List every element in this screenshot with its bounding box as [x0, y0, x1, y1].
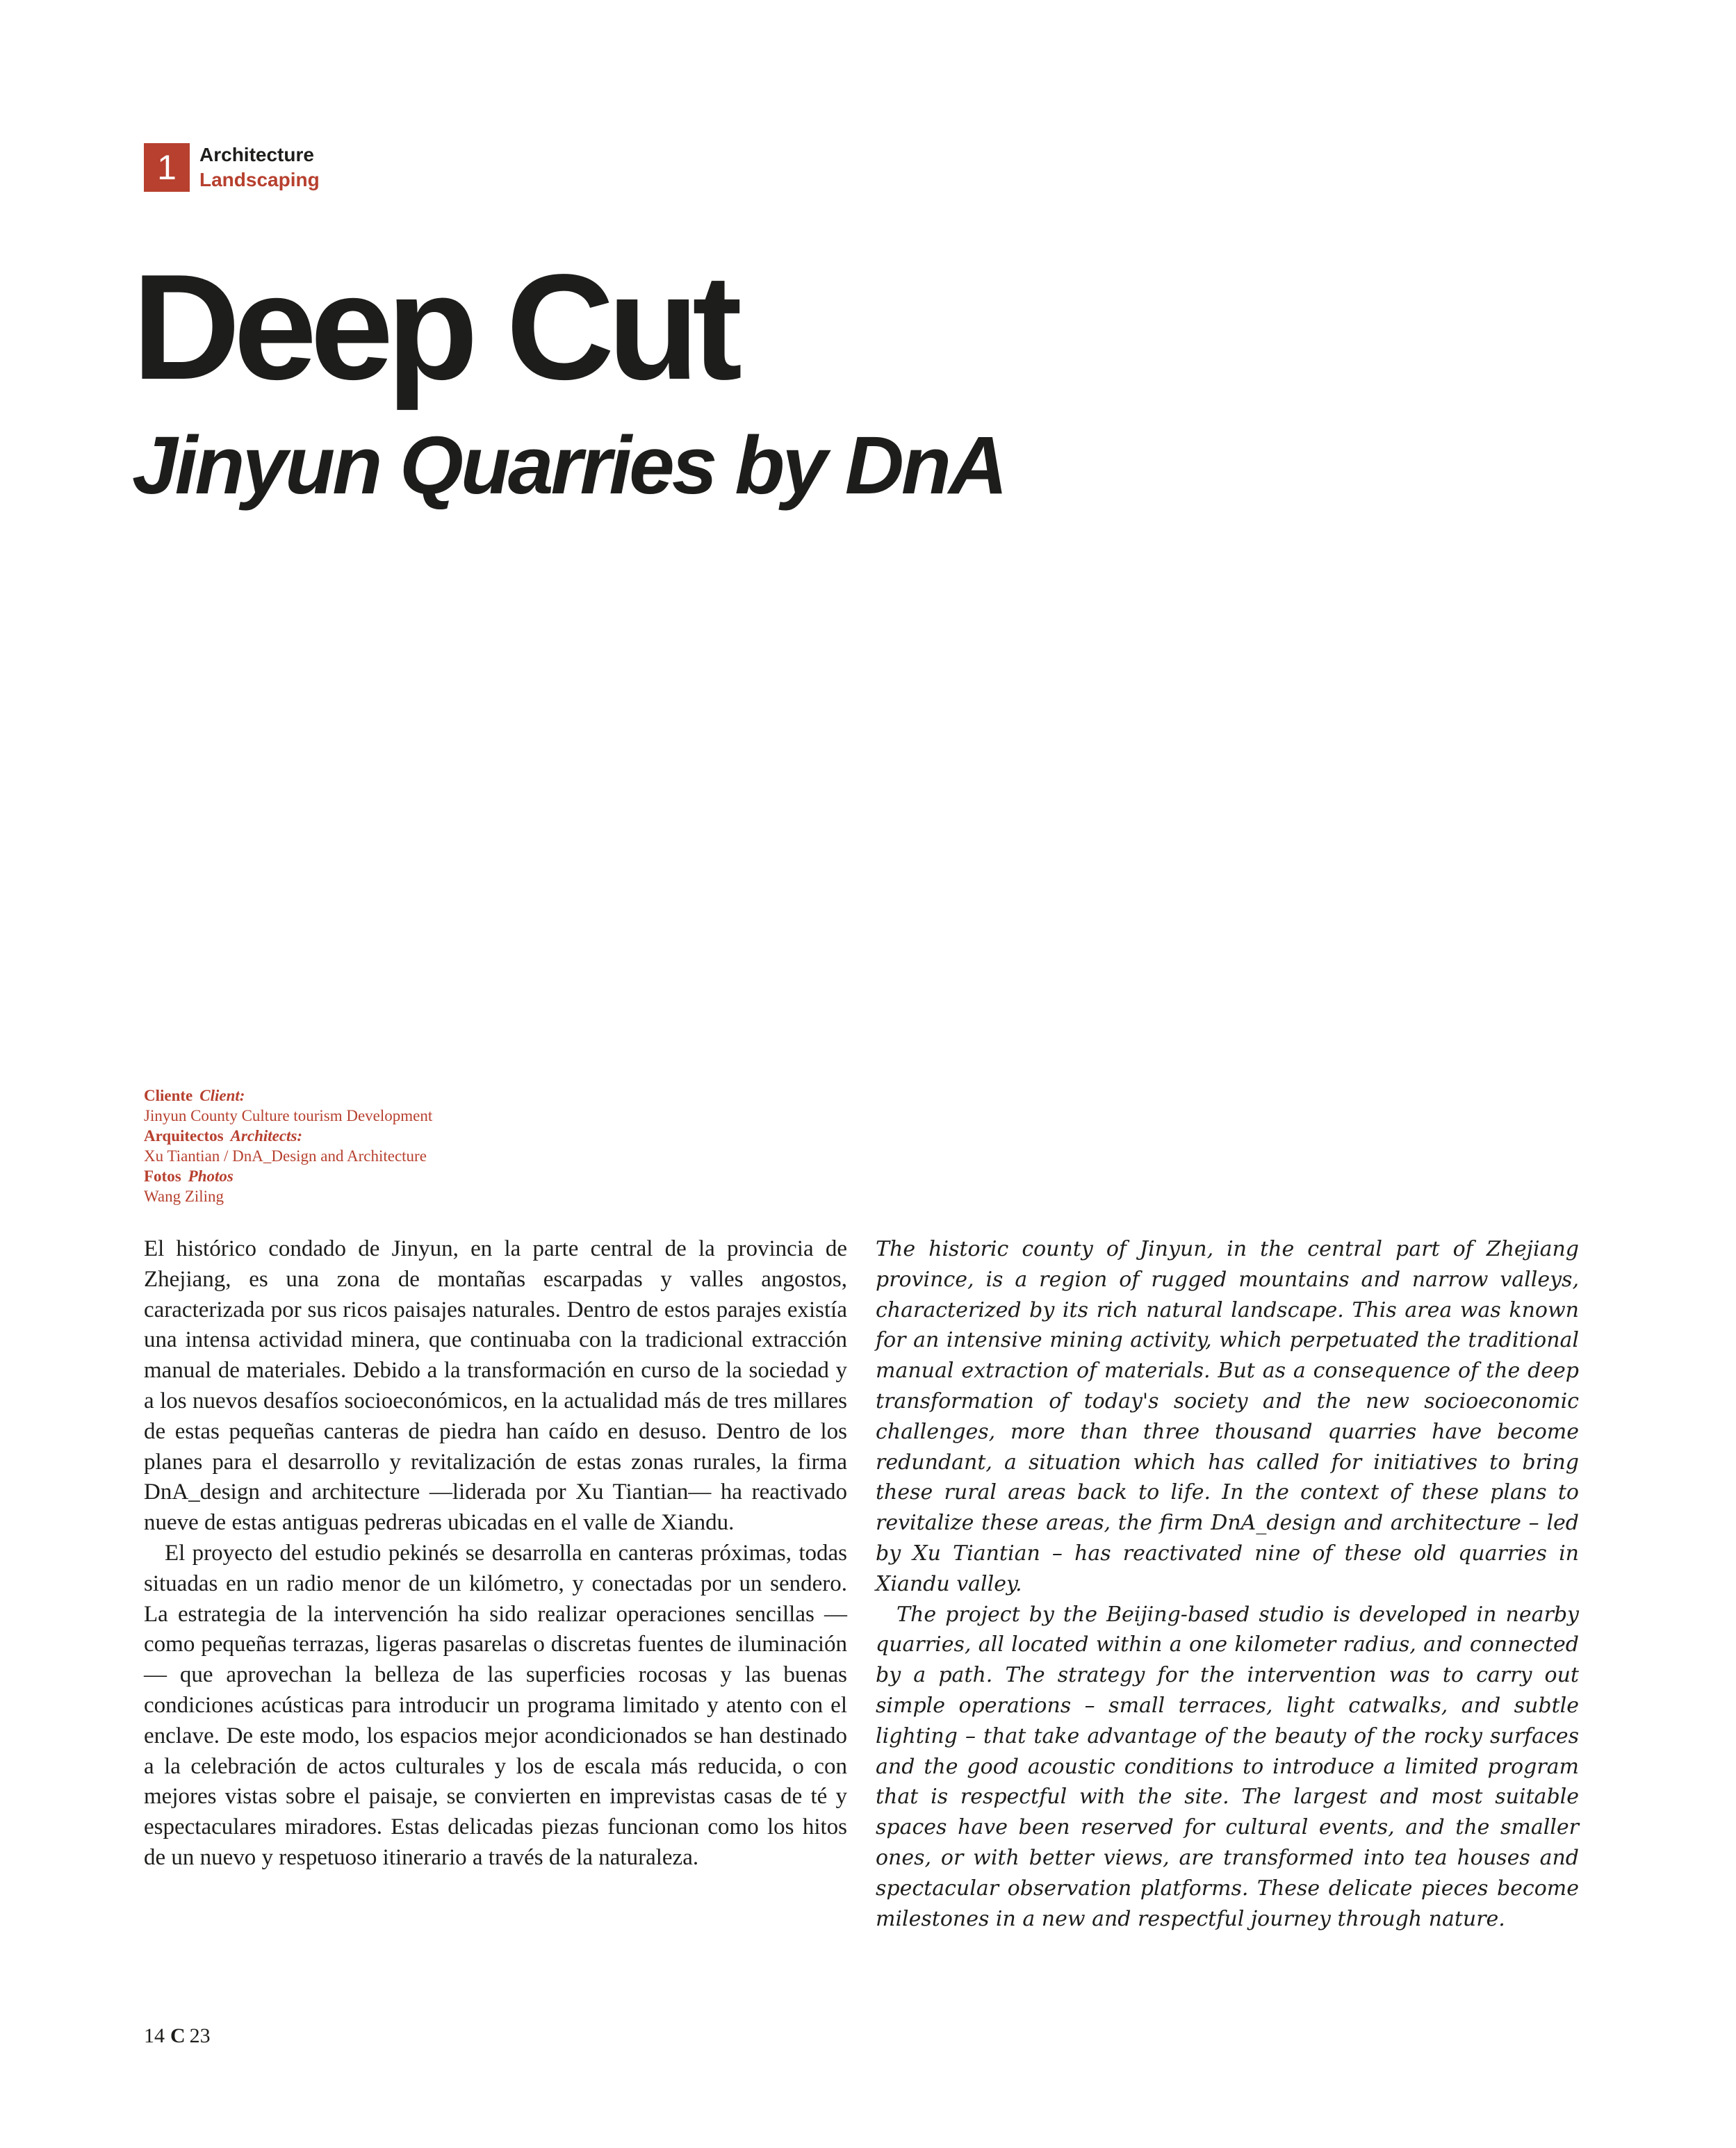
body-paragraph: El proyecto del estudio pekinés se desarrolla en canteras próximas, todas situadas en un radio menor de un kilómetro, y conectadas por un sendero. La estrategia de la intervención ha sido realizar operaciones sencillas —como pequeñas terrazas, ligeras pasarelas o discretas fuentes de iluminación— que aprovechan la belleza de las superficies rocosas y las buenas condiciones acústicas para introducir un programa limitado y atento con el enclave. De este modo, los espacios mejor acondicionados se han destinado a la celebración de actos culturales y los de escala más reducida, o con mejores vistas sobre el paisaje, se convierten en imprevistas casas de té y espectaculares miradores. Estas delicadas piezas funcionan como los hitos de un nuevo y respetuoso itinerario a través de la naturaleza. — [144, 1540, 847, 1870]
article-subtitle: Jinyun Quarries by DnA — [132, 420, 1006, 511]
issue-number: 23 — [189, 2024, 211, 2047]
body-paragraph: The historic county of Jinyun, in the central part of Zhejiang province, is a region of rugged mountains and narrow valleys, characterized by its rich natural landscape. This area was known for an intensive mining activity, which perpetuated the traditional manual extraction of materials. But as a consequence of the deep transformation of today's society and the new socioeconomic challenges, more than three thousand quarries have become redundant, a situation which has called for initiatives to bring these rural areas back to life. In the context of these plans to revitalize these areas, the firm DnA_design and architecture – led by Xu Tiantian – has reactivated nine of these old quarries in Xiandu valley. — [876, 1237, 1579, 1596]
article-title: Deep Cut — [132, 243, 736, 411]
body-paragraph: El histórico condado de Jinyun, en la parte central de la provincia de Zhejiang, es una zona de montañas escarpadas y valles angostos, caracterizada por sus ricos paisajes naturales. Dentro de estos parajes existía una intensa actividad minera, que continuaba con la tradicional extracción manual de materiales. Debido a la transformación en curso de la sociedad y a los nuevos desafíos socioeconómicos, en la actualidad más de tres millares de estas pequeñas canteras de piedra han caído en desuso. Dentro de los planes para el desarrollo y revitalización de estas zonas rurales, la firma DnA_design and architecture —liderada por Xu Tiantian— ha reactivado nueve de estas antiguas pedreras ubicadas en el valle de Xiandu. — [144, 1236, 847, 1536]
client-value: Jinyun County Culture tourism Development — [144, 1107, 433, 1124]
architects-label: Arquitectos — [144, 1127, 224, 1145]
page-number: 14 — [144, 2024, 165, 2047]
photos-label-en: Photos — [188, 1167, 234, 1185]
client-label: Cliente — [144, 1087, 193, 1104]
section-primary-label: Architecture — [199, 144, 314, 165]
photos-value: Wang Ziling — [144, 1188, 224, 1205]
credit-architects-label-row — [144, 1126, 432, 1146]
section-number: 1 — [144, 143, 190, 192]
credit-photos-label-row — [144, 1166, 432, 1186]
client-label-en: Client: — [199, 1087, 245, 1104]
section-secondary-label: Landscaping — [199, 169, 320, 190]
architects-value: Xu Tiantian / DnA_Design and Architecture — [144, 1147, 427, 1165]
architects-label-en: Architects: — [230, 1127, 303, 1145]
credit-client-label-row — [144, 1085, 432, 1106]
page-folio — [144, 2024, 211, 2049]
photos-label: Fotos — [144, 1167, 181, 1185]
credits-block — [144, 1085, 432, 1206]
magazine-mark: C — [170, 2024, 186, 2047]
section-tag — [144, 142, 320, 192]
body-paragraph: The project by the Beijing-based studio is developed in nearby quarries, all located within a one kilometer radius, and connected by a path. The strategy for the intervention was to carry out simple operations – small terraces, light catwalks, and subtle lighting – that take advantage of the beauty of the rocky surfaces and the good acoustic conditions to introduce a limited program that is respectful with the site. The largest and most suitable spaces have been reserved for cultural events, and the smaller ones, or with better views, are transformed into tea houses and spectacular observation platforms. These delicate pieces become milestones in a new and respectful journey through nature. — [876, 1602, 1579, 1931]
section-labels — [199, 142, 320, 192]
body-column-spanish — [144, 1234, 847, 1874]
body-column-english — [876, 1234, 1579, 1934]
